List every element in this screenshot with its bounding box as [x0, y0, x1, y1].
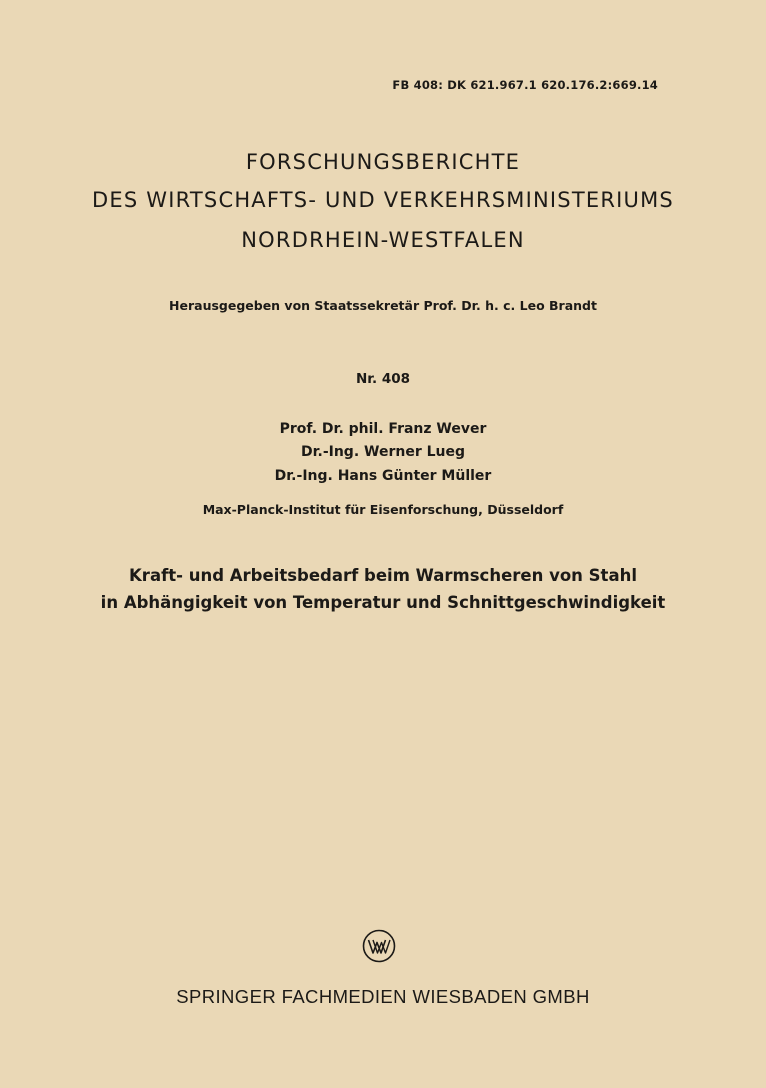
- springer-logo-icon: [362, 929, 396, 963]
- institute: Max-Planck-Institut für Eisenforschung, Düsseldorf: [202, 502, 564, 517]
- editor-line: Herausgegeben von Staatssekretär Prof. Dr. h. c. Leo Brandt: [169, 298, 597, 313]
- author-3: Dr.-Ing. Hans Günter Müller: [274, 468, 492, 484]
- author-2: Dr.-Ing. Werner Lueg: [300, 444, 466, 460]
- report-title-line-1: Kraft- und Arbeitsbedarf beim Warmscheren von Stahl: [129, 566, 637, 585]
- author-1: Prof. Dr. phil. Franz Wever: [279, 421, 487, 437]
- classification-number: FB 408: DK 621.967.1 620.176.2:669.14: [392, 78, 658, 92]
- report-title-line-2: in Abhängigkeit von Temperatur und Schnittgeschwindigkeit: [100, 593, 666, 612]
- series-title-line-1: FORSCHUNGSBERICHTE: [245, 150, 521, 174]
- series-title-line-2: DES WIRTSCHAFTS- UND VERKEHRSMINISTERIUMS: [92, 188, 674, 212]
- report-number: Nr. 408: [355, 371, 411, 387]
- series-title-line-3: NORDRHEIN-WESTFALEN: [241, 228, 525, 252]
- publisher-name: SPRINGER FACHMEDIEN WIESBADEN GMBH: [176, 986, 590, 1007]
